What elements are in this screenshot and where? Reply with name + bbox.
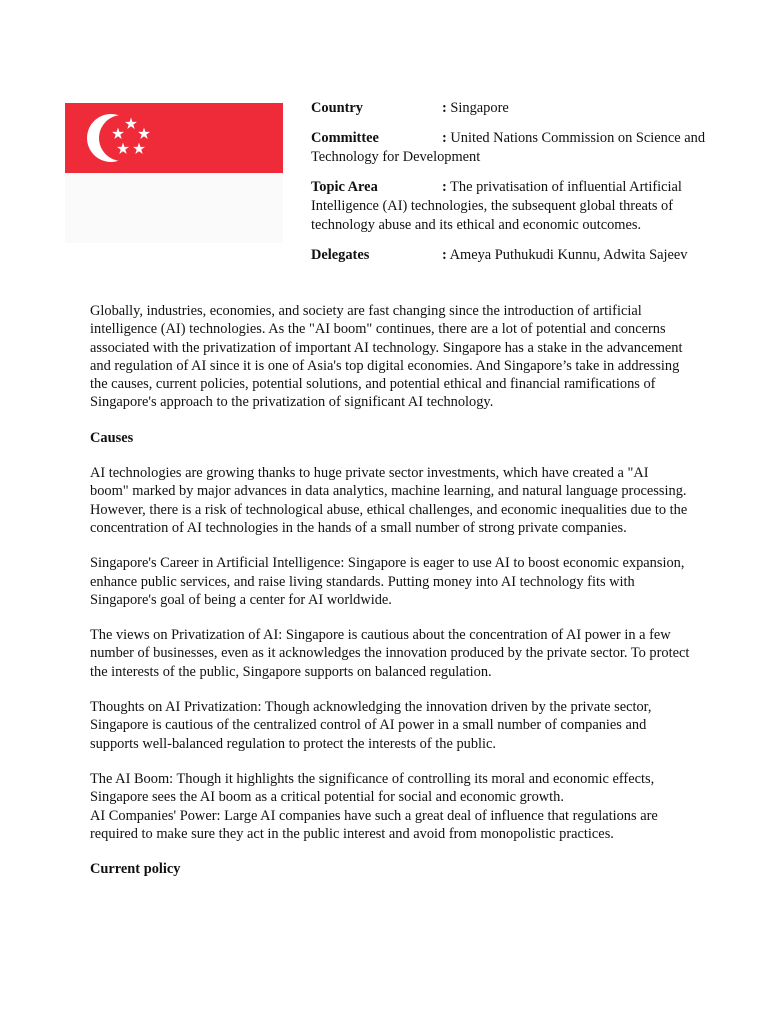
topic-value: The privatisation of influential Artificial Intelligence (AI) technologies, the subsequent global threats of technology abuse and its ethical and economic outcomes. <box>311 179 682 233</box>
causes-paragraph-4: Thoughts on AI Privatization: Though acknowledging the innovation driven by the private sector, Singapore is cautious of the centralized control of AI power in a small number of companies and supports well-balanced regulation to protect the interests of the public. <box>90 699 652 752</box>
position-paper-body <box>90 302 690 895</box>
delegates-row <box>311 246 726 265</box>
country-row <box>311 99 726 118</box>
delegates-colon: : <box>442 247 447 263</box>
delegates-label: Delegates <box>311 247 370 263</box>
country-label: Country <box>311 100 363 116</box>
topic-colon: : <box>442 179 447 195</box>
delegation-info <box>311 99 726 276</box>
flag-crescent-stars <box>65 103 283 173</box>
delegates-value: Ameya Puthukudi Kunnu, Adwita Sajeev <box>449 247 688 263</box>
causes-heading: Causes <box>90 429 134 446</box>
country-colon: : <box>442 100 447 116</box>
causes-paragraph-2: Singapore's Career in Artificial Intelligence: Singapore is eager to use AI to boost economic expansion, enhance public services, and raise living standards. Putting money into AI technology fits with Singapore's goal of being a center for AI worldwide. <box>90 555 685 608</box>
causes-paragraph-3: The views on Privatization of AI: Singapore is cautious about the concentration of AI power in a few number of businesses, even as it acknowledges the innovation produced by the private sector. To protect the interests of the public, Singapore supports on balanced regulation. <box>90 627 690 680</box>
singapore-flag-icon <box>65 103 283 243</box>
causes-paragraph-1: AI technologies are growing thanks to huge private sector investments, which have created a "AI boom" marked by major advances in data analytics, machine learning, and natural language processing. However, there is a risk of technological abuse, ethical challenges, and economic inequalities due to the concentration of AI technologies in the hands of a small number of strong private companies. <box>90 465 688 536</box>
committee-label: Committee <box>311 130 379 146</box>
causes-paragraph-5: The AI Boom: Though it highlights the significance of controlling its moral and economic effects, Singapore sees the AI boom as a critical potential for social and economic growth. <box>90 770 655 806</box>
committee-value: United Nations Commission on Science and Technology for Development <box>311 130 706 165</box>
flag-white-band <box>65 173 283 243</box>
country-value: Singapore <box>450 100 509 116</box>
causes-paragraph-6: AI Companies' Power: Large AI companies have such a great deal of influence that regulations are required to make sure they act in the public interest and avoid from monopolistic practices. <box>90 807 658 842</box>
topic-label: Topic Area <box>311 179 378 195</box>
committee-row <box>311 129 726 167</box>
committee-colon: : <box>442 130 447 146</box>
intro-paragraph: Globally, industries, economies, and society are fast changing since the introduction of artificial intelligence (AI) technologies. As the "AI boom" continues, there are a lot of potential and concerns associated with the privatization of important AI technology. Singapore has a stake in the advancement and regulation of AI since it is one of Asia's top digital economies. And Singapore’s take in addressing the causes, current policies, potential solutions, and potential ethical and financial ramifications of Singapore's approach to the privatization of significant AI technology. <box>90 303 683 411</box>
current-policy-heading: Current policy <box>90 861 181 878</box>
topic-row <box>311 178 726 235</box>
